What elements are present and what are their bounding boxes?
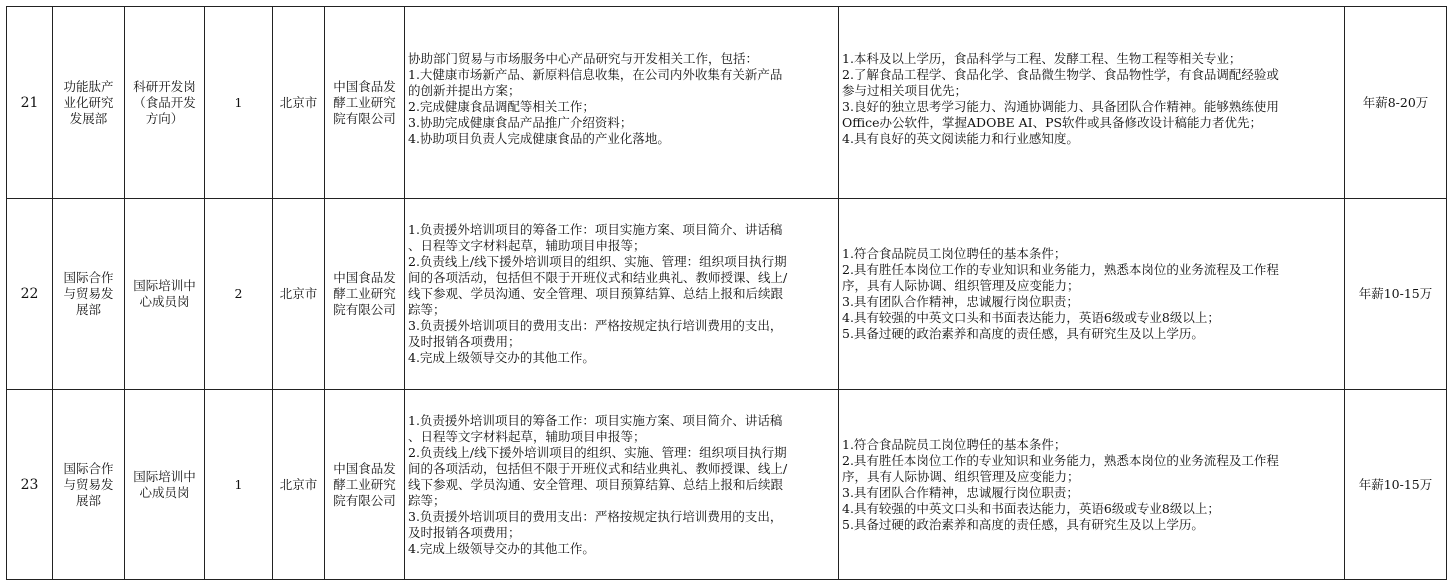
requirement-line: 2.了解食品工程学、食品化学、食品微生物学、食品物性学，有食品调配经验或 [842,66,1279,82]
requirements-cell [839,390,1345,580]
headcount-cell: 1 [205,390,273,580]
headcount-cell: 2 [205,199,273,390]
requirement-line: 1.符合食品院员工岗位聘任的基本条件； [842,436,1067,452]
duties-cell [405,390,839,580]
duties-line: 1.大健康市场新产品、新原料信息收集，在公司内外收集有关新产品 [408,66,783,82]
requirement-line: Office办公软件，掌握ADOBE AI、PS软件或具备修改设计稿能力者优先； [842,114,1263,130]
duties-line: 踪等； [408,492,446,508]
department-cell: 国际合作与贸易发展部 [53,390,125,580]
duties-cell [405,7,839,199]
row-number: 23 [7,390,53,580]
duties-line: 线下参观、学员沟通、安全管理、项目预算结算、总结上报和后续跟 [408,286,784,301]
location-cell: 北京市 [273,7,325,199]
job-table [6,6,1447,580]
duties-line: 2.负责线上/线下援外培训项目的组织、实施、管理：组织项目执行期 [408,254,787,269]
duties-line: 2.完成健康食品调配等相关工作； [408,98,595,114]
duties-line: 线下参观、学员沟通、安全管理、项目预算结算、总结上报和后续跟 [408,476,784,492]
requirement-line: 2.具有胜任本岗位工作的专业知识和业务能力，熟悉本岗位的业务流程及工作程 [842,452,1279,468]
duties-line: 3.协助完成健康食品产品推广介绍资料； [408,114,633,130]
requirement-line: 2.具有胜任本岗位工作的专业知识和业务能力，熟悉本岗位的业务流程及工作程 [842,262,1279,277]
requirement-line: 4.具有较强的中英文口头和书面表达能力，英语6级或专业8级以上； [842,500,1220,516]
location-cell: 北京市 [273,199,325,390]
requirement-line: 4.具有良好的英文阅读能力和行业感知度。 [842,130,1079,146]
duties-line: 、日程等文字材料起草，辅助项目申报等； [408,238,646,253]
department-cell: 功能肽产业化研究发展部 [53,7,125,199]
requirement-line: 1.本科及以上学历，食品科学与工程、发酵工程、生物工程等相关专业； [842,50,1242,66]
salary-cell: 年薪8-20万 [1345,7,1447,199]
requirement-line: 3.具有团队合作精神，忠诚履行岗位职责； [842,294,1079,309]
duties-line: 协助部门贸易与市场服务中心产品研究与开发相关工作，包括： [408,50,759,66]
table-row [7,390,1447,580]
position-cell: 国际培训中心成员岗 [125,199,205,390]
requirement-line: 4.具有较强的中英文口头和书面表达能力，英语6级或专业8级以上； [842,310,1220,325]
duties-line: 间的各项活动，包括但不限于开班仪式和结业典礼、教师授课、线上/ [408,460,788,476]
duties-line: 间的各项活动，包括但不限于开班仪式和结业典礼、教师授课、线上/ [408,270,788,285]
table-row [7,7,1447,199]
company-cell: 中国食品发酵工业研究院有限公司 [325,7,405,199]
duties-line: 3.负责援外培训项目的费用支出：严格按规定执行培训费用的支出， [408,318,783,333]
requirement-line: 参与过相关项目优先； [842,82,968,98]
requirement-line: 1.符合食品院员工岗位聘任的基本条件； [842,246,1067,261]
salary-cell: 年薪10-15万 [1345,199,1447,390]
duties-line: 4.完成上级领导交办的其他工作。 [408,350,595,365]
position-cell: 科研开发岗（食品开发方向） [125,7,205,199]
requirements-cell [839,199,1345,390]
duties-line: 踪等； [408,302,446,317]
table-row [7,199,1447,390]
requirement-line: 序，具有人际协调、组织管理及应变能力； [842,468,1080,484]
headcount-cell: 1 [205,7,273,199]
duties-line: 1.负责援外培训项目的筹备工作：项目实施方案、项目简介、讲话稿 [408,412,783,428]
location-cell: 北京市 [273,390,325,580]
department-cell: 国际合作与贸易发展部 [53,199,125,390]
requirement-line: 3.具有团队合作精神，忠诚履行岗位职责； [842,484,1079,500]
duties-line: 2.负责线上/线下援外培训项目的组织、实施、管理：组织项目执行期 [408,444,787,460]
duties-line: 4.完成上级领导交办的其他工作。 [408,540,595,556]
duties-line: 及时报销各项费用； [408,334,521,349]
duties-line: 、日程等文字材料起草，辅助项目申报等； [408,428,646,444]
duties-cell [405,199,839,390]
requirement-line: 序，具有人际协调、组织管理及应变能力； [842,278,1080,293]
company-cell: 中国食品发酵工业研究院有限公司 [325,390,405,580]
requirement-line: 3.良好的独立思考学习能力、沟通协调能力、具备团队合作精神。能够熟练使用 [842,98,1279,114]
row-number: 21 [7,7,53,199]
duties-line: 及时报销各项费用； [408,524,521,540]
requirement-line: 5.具备过硬的政治素养和高度的责任感，具有研究生及以上学历。 [842,516,1204,532]
salary-cell: 年薪10-15万 [1345,390,1447,580]
duties-line: 的创新并提出方案； [408,82,521,98]
duties-line: 4.协助项目负责人完成健康食品的产业化落地。 [408,130,670,146]
duties-line: 3.负责援外培训项目的费用支出：严格按规定执行培训费用的支出， [408,508,783,524]
row-number: 22 [7,199,53,390]
requirement-line: 5.具备过硬的政治素养和高度的责任感，具有研究生及以上学历。 [842,326,1204,341]
duties-line: 1.负责援外培训项目的筹备工作：项目实施方案、项目简介、讲话稿 [408,222,783,237]
company-cell: 中国食品发酵工业研究院有限公司 [325,199,405,390]
requirements-cell [839,7,1345,199]
position-cell: 国际培训中心成员岗 [125,390,205,580]
